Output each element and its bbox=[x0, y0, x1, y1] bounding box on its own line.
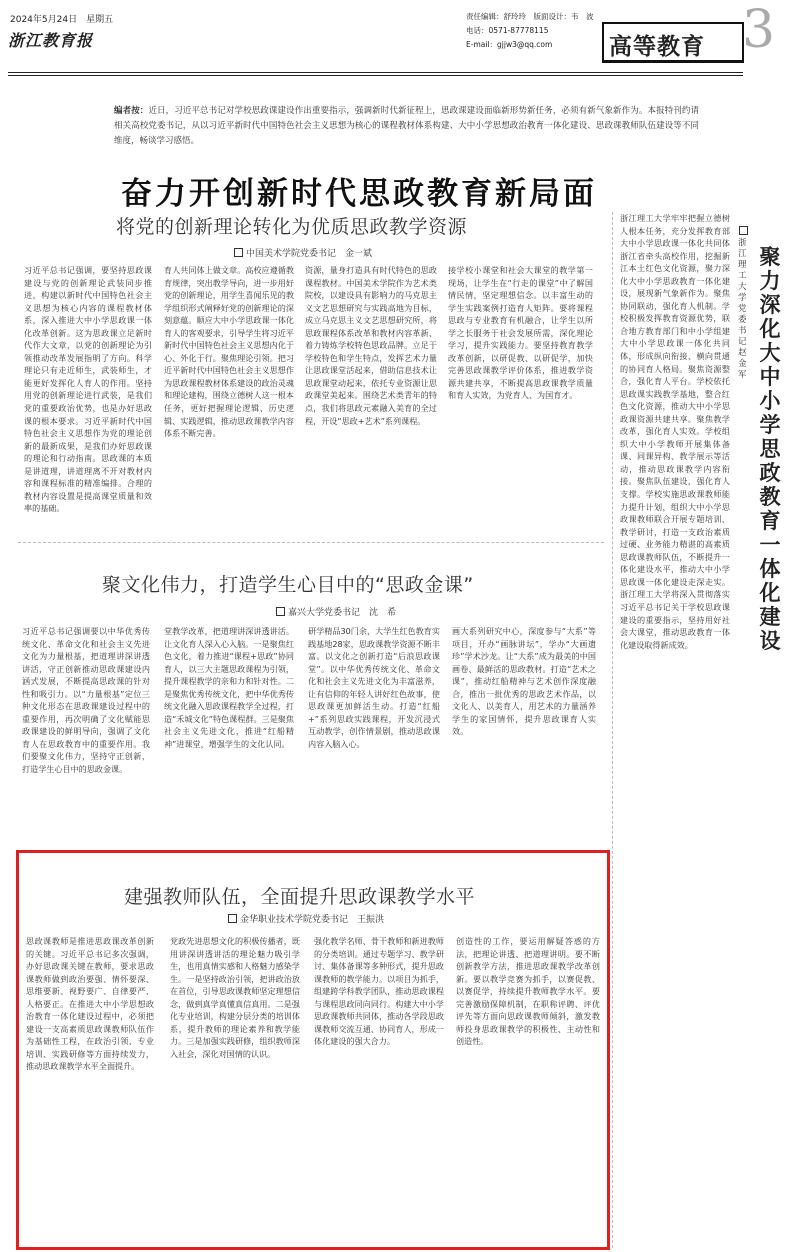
article1-title: 将党的创新理论转化为优质思政教学资源 bbox=[116, 216, 468, 238]
newspaper-logo: 浙江教育报 bbox=[8, 31, 94, 50]
article2-col3: 研学精品30门余，大学生红色教育实践基地28家，思政课教学资源不断丰富。以文化之创新打造“后浪思政课堂”。以中华优秀传统文化、革命文化和社会主义先进文化为丰富滋养，让有信仰的年轻人讲好红色故事，使思政课更加鲜活生动。打造“红船+”系列思政实践课程，开发沉浸式互动教学，创作情景剧，推动思政课内容入脑入心。 bbox=[308, 626, 440, 749]
sidebar-body: 浙江理工大学牢牢把握立德树人根本任务，充分发挥教育部大中小学思政课一体化共同体浙江省牵头高校作用，挖掘新江本土红色文化资源，聚力深化大中小学思政教育一体化建设，展现新气象新作为。聚焦协同联动，强化育人机制。学校积极发挥教育资源优势，联合地方教育部门和中小学组建大中小学思政课一体化共同体，形成纵向衔接、横向贯通的协同育人格局。聚焦资源整合，强化育人平台。学校依托思政课实践教学基地，整合红色文化资源，推动大中小学思政课资源共建共享。聚焦教学改革，强化育人实效。学校组织大中小学教师开展集体备课、同课异构、教学展示等活动，推动思政课教学内容衔接。聚焦队伍建设，强化育人支撑。学校实施思政课教师能力提升计划，组织大中小学思政课教师联合开展专题培训、教学研讨，打造一支政治素质过硬、业务能力精湛的高素质思政课教师队伍，不断提升一体化建设水平，推动大中小学思政课一体化建设走深走实。浙江理工大学将深入贯彻落实习近平总书记关于学校思政课建设的重要指示，坚持用好社会大课堂，推动思政教育一体化建设取得新成效。 bbox=[620, 213, 730, 650]
issue-date: 2024年5月24日 星期五 bbox=[10, 15, 114, 25]
square-icon bbox=[739, 226, 748, 235]
editor-note-text: 近日，习近平总书记对学校思政课建设作出重要指示，强调新时代新征程上，思政课建设面临新形势新任务，必须有新气象新作为。本报特刊约请相关高校党委书记，从以习近平新时代中国特色社会主义思想为核心的课程教材体系构建、大中小学思想政治教育一体化建设、思政课教师队伍建设等不同维度，畅谈学习感悟。 bbox=[114, 106, 699, 146]
article1-col4: 接学校小课堂和社会大课堂的教学第一现场，让学生在“行走的课堂”中了解国情民情，坚定理想信念。以丰富生动的学生实践案例打造育人矩阵。要将课程思政与专业教育有机融合，让学生以所学之长服务于社会发展所需，深化理论学习，提升实践能力。要坚持教育教学改革创新，以研促教、以研促学，加快完善思政课教学评价体系，推进教学资源共建共享，不断提高思政课教学质量和育人实效，为党育人、为国育才。 bbox=[448, 265, 593, 401]
article3-title: 建强教师队伍，全面提升思政课教学水平 bbox=[124, 886, 476, 908]
square-icon bbox=[276, 607, 285, 616]
square-icon bbox=[228, 914, 237, 923]
article2-col2: 堂教学改革，把道理讲深讲透讲活。让文化育人深入心入脑。一是聚焦红色文化，着力推进“课程+思政”协同育人，以三大主题思政课程为引领，提升课程教学的亲和力和针对性。二是聚焦优秀传统文化，把中华优秀传统文化融入思政课程教学全过程，打造“禾城文化”特色课程群。三是聚焦社会主义先进文化，推进“红船精神”进课堂，增强学生的文化认同。 bbox=[164, 626, 294, 749]
article1-col3: 资源，量身打造具有时代特色的思政课程教材。中国美术学院作为艺术类院校，以建设具有影响力的马克思主义文艺思想研究与实践高地为目标，成立马克思主义文艺思想研究所，将思政课程体系改革和教材内容革新、着力铸炼学校特色思政品牌。立足于学校特色和学生特点，发挥艺术力量让思政课堂活起来，借助信息技术让思政课堂动起来，依托专业资源让思政课堂美起来。围绕艺术类青年的特点，我们将思政元素融入美育的全过程，开设“思政+艺术”系列课程。 bbox=[305, 265, 437, 426]
article3-byline bbox=[228, 912, 384, 925]
editor-line: 责任编辑：舒玲玲 版面设计：韦 波 bbox=[466, 12, 594, 21]
sidebar-title: 聚力深化大中小学思政教育一体化建设 bbox=[759, 245, 781, 653]
article2-title: 聚文化伟力，打造学生心目中的“思政金课” bbox=[102, 574, 474, 596]
section-name: 高等教育 bbox=[609, 34, 705, 60]
column-divider bbox=[612, 212, 613, 1248]
article1-byline bbox=[234, 246, 372, 259]
separator bbox=[18, 542, 604, 543]
article1-byline-text: 中国美术学院党委书记 金一斌 bbox=[246, 249, 373, 259]
editor-note bbox=[114, 104, 699, 149]
editor-info bbox=[466, 10, 606, 52]
article3-col1: 思政课教师是推进思政课改革创新的关键。习近平总书记多次强调，办好思政课关键在教师，要求思政课教师做到政治要强、情怀要深、思维要新、视野要广、自律要严、人格要正。在推进大中小学思想政治教育一体化建设过程中，必须把建设一支高素质思政课教师队伍作为基础性工程，在政治引领、专业培训、实践研修等方面持续发力，推动思政课教学水平全面提升。 bbox=[26, 936, 154, 1072]
article3-col2: 党政先进思想文化的积极传播者，既用讲深讲透讲活的理论魅力吸引学生，也用真情实感和人格魅力感染学生。一是坚持政治引领，把讲政治放在首位，引导思政课教师坚定理想信念，做到真学真懂真信真用。二是强化专业培训，构建分层分类的培训体系，提升教师的理论素养和教学能力。三是加强实践研修，组织教师深入社会，深化对国情的认识。 bbox=[170, 936, 300, 1059]
phone-line: 电话：0571-87778115 bbox=[466, 26, 549, 35]
email-line: E-mail：gjjw3@qq.com bbox=[466, 40, 553, 49]
masthead-rule bbox=[8, 72, 743, 73]
article1-col1: 习近平总书记强调，要坚持思政课建设与党的创新理论武装同步推进，构建以新时代中国特色社会主义思想为核心内容的课程教材体系，深入推进大中小学思政课一体化改革创新。这为思政课立足新时代作大文章，以党的创新理论为引领推动改革发展指明了方向。科学理论只有走近师生，武装师生，才能更好发挥化人育人的作用。坚持用党的创新理论进行武装，是我们党的重要政治优势，也是办好思政课的根本要求。习近平新时代中国特色社会主义思想作为党的理论创新的最新成果，是我们办好思政课的理论和行动指南。思政课的本质是讲道理，讲道理离不开对教材内容和课程标准的精准编排。合理的教材内容设置是提高课堂质量和效率的基础。 bbox=[24, 265, 152, 514]
article2-byline-text: 嘉兴大学党委书记 沈 希 bbox=[288, 608, 397, 618]
editor-note-label: 编者按： bbox=[114, 106, 149, 116]
article2-col4: 画大系列研究中心，深度参与“大系”等项目，开办“画脉讲坛”，学办“大画遗珍”学术沙龙。让“大系”成为最美的中国画卷、最鲜活的思政教材。打造“艺术之课”，推动红船精神与艺术创作深度融合，推出一批优秀的思政艺术作品，以文化人、以美育人，用艺术的力量涵养学生的家国情怀，提升思政课育人实效。 bbox=[452, 626, 596, 737]
square-icon bbox=[234, 248, 243, 257]
article3-col4: 创造性的工作，要运用解疑答惑的方法，把理论讲透、把道理讲明。要不断创新教学方法，推进思政课教学改革创新。要以教学竞赛为抓手，以赛促教、以赛促学，持续提升教师教学水平。要完善激励保障机制，在职称评聘、评优评先等方面向思政课教师倾斜，激发教师投身思政课教学的积极性、主动性和创造性。 bbox=[456, 936, 600, 1047]
article1-col2: 育人共同体上做文章。高校应遵循教育规律，突出教学导向，进一步用好党的创新理论，用学生喜闻乐见的教学组织形式阐释好党的创新理论的深刻意蕴。顺应大中小学思政课一体化育人的客观要求，引导学生将习近平新时代中国特色社会主义思想内化于心、外化于行。聚焦理论引领。把习近平新时代中国特色社会主义思想作为思政课程教材体系建设的政治灵魂和理论建构，围绕立德树人这一根本任务，更好把握理论逻辑、历史逻辑、实践逻辑，推动思政课教学内容体系不断完善。 bbox=[164, 265, 294, 439]
article2-byline bbox=[276, 605, 396, 618]
masthead-rule-2 bbox=[8, 75, 743, 76]
article2-col1: 习近平总书记强调要以中华优秀传统文化、革命文化和社会主义先进文化为力量根基，把道理讲深讲透讲活，守正创新推动思政课建设内涵式发展，不断提高思政课的针对性和吸引力。以“力量根基”定位三种文化形态在思政课建设过程中的重要作用，再次明确了文化赋能思政课建设的鲜明导向，强调了文化育人在思政教育中的重要作用。我们要聚文化伟力，坚持守正创新，打造学生心目中的思政金课。 bbox=[22, 626, 150, 775]
main-headline: 奋力开创新时代思政教育新局面 bbox=[121, 176, 597, 212]
sidebar-byline: 浙江理工大学党委书记 赵金军 bbox=[738, 238, 756, 380]
article3-col3: 强化教学名师、骨干教师和新进教师的分类培训。通过专题学习、教学研讨、集体备课等多种形式，提升思政课教师的教学能力。以项目为抓手，组建跨学科教学团队，推动思政课程与课程思政同向同行。构建大中小学思政课教师共同体，推动各学段思政课教师交流互通、协同育人，形成一体化建设的强大合力。 bbox=[314, 936, 444, 1047]
page-number: 3 bbox=[742, 0, 776, 60]
article3-byline-text: 金华职业技术学院党委书记 王振洪 bbox=[240, 915, 385, 925]
